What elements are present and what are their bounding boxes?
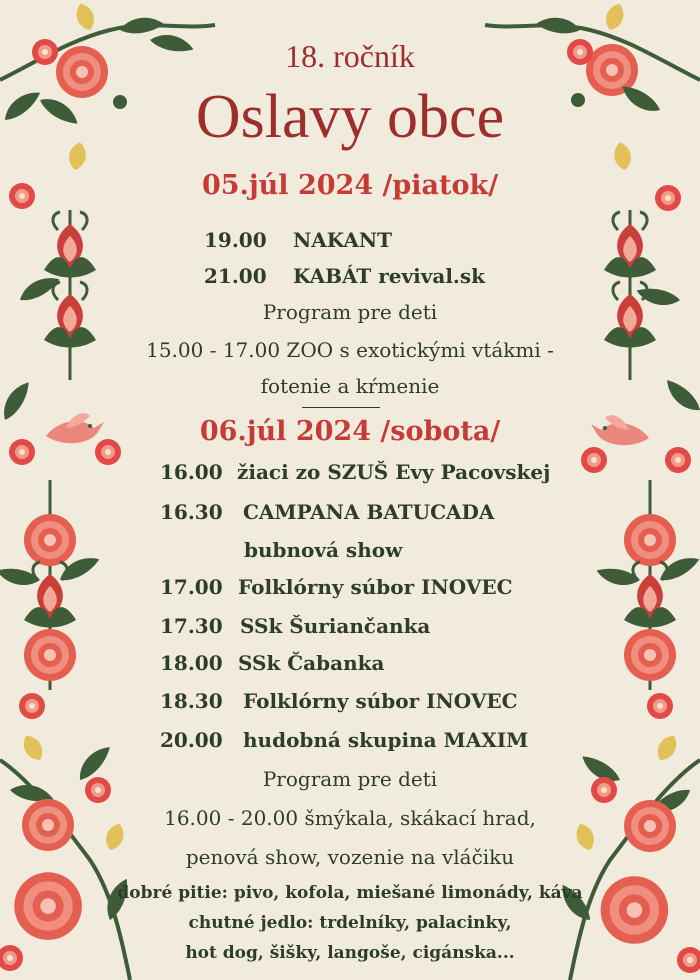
program-act: KABÁT revival.sk <box>293 264 486 288</box>
page-title: Oslavy obce <box>195 83 505 151</box>
day2-program-row <box>160 460 551 484</box>
program-time: 16.30 <box>160 500 223 524</box>
day2-kids-line: 16.00 - 20.00 šmýkala, skákací hrad, <box>164 806 536 830</box>
day1-program-row <box>204 228 393 252</box>
divider <box>302 407 380 408</box>
day2-program-row <box>160 728 529 752</box>
day2-kids-line: penová show, vozenie na vláčiku <box>185 845 515 869</box>
day1-kids-line: fotenie a kŕmenie <box>260 374 440 398</box>
day1-kids-heading: Program pre deti <box>262 300 438 324</box>
edition-label: 18. ročník <box>285 38 415 74</box>
program-act: SSk Šuriančanka <box>240 614 431 638</box>
day2-program-row <box>160 500 495 524</box>
day2-kids-heading: Program pre deti <box>262 767 438 791</box>
program-time: 21.00 <box>204 264 267 288</box>
program-time: 17.00 <box>160 575 223 599</box>
program-act: bubnová show <box>244 538 403 562</box>
program-act: SSk Čabanka <box>238 651 385 675</box>
program-act: CAMPANA BATUCADA <box>243 500 495 524</box>
program-time: 16.00 <box>160 460 223 484</box>
program-time: 18.30 <box>160 689 223 713</box>
program-act: Folklórny súbor INOVEC <box>243 689 518 713</box>
food-line: hot dog, šišky, langoše, cigánska... <box>185 943 515 963</box>
program-act: Folklórny súbor INOVEC <box>238 575 513 599</box>
day2-program-row <box>160 575 513 599</box>
program-time: 19.00 <box>204 228 267 252</box>
program-act: NAKANT <box>293 228 393 252</box>
day2-heading: 06.júl 2024 /sobota/ <box>199 416 501 447</box>
day2-program-row <box>160 651 385 675</box>
program-act: hudobná skupina MAXIM <box>243 728 529 752</box>
food-line: chutné jedlo: trdelníky, palacinky, <box>188 913 512 933</box>
day2-program-row <box>160 689 518 713</box>
program-time: 20.00 <box>160 728 223 752</box>
program-act: žiaci zo SZUŠ Evy Pacovskej <box>237 460 551 484</box>
drinks-line: dobré pitie: pivo, kofola, miešané limonády, káva <box>117 883 583 903</box>
day2-program-row-continued <box>244 538 402 562</box>
day1-program-row <box>204 264 486 288</box>
program-time: 17.30 <box>160 614 223 638</box>
day1-heading: 05.júl 2024 /piatok/ <box>201 170 499 201</box>
day2-program-row <box>160 614 431 638</box>
program-time: 18.00 <box>160 651 223 675</box>
day1-kids-line: 15.00 - 17.00 ZOO s exotickými vtákmi - <box>146 338 554 362</box>
